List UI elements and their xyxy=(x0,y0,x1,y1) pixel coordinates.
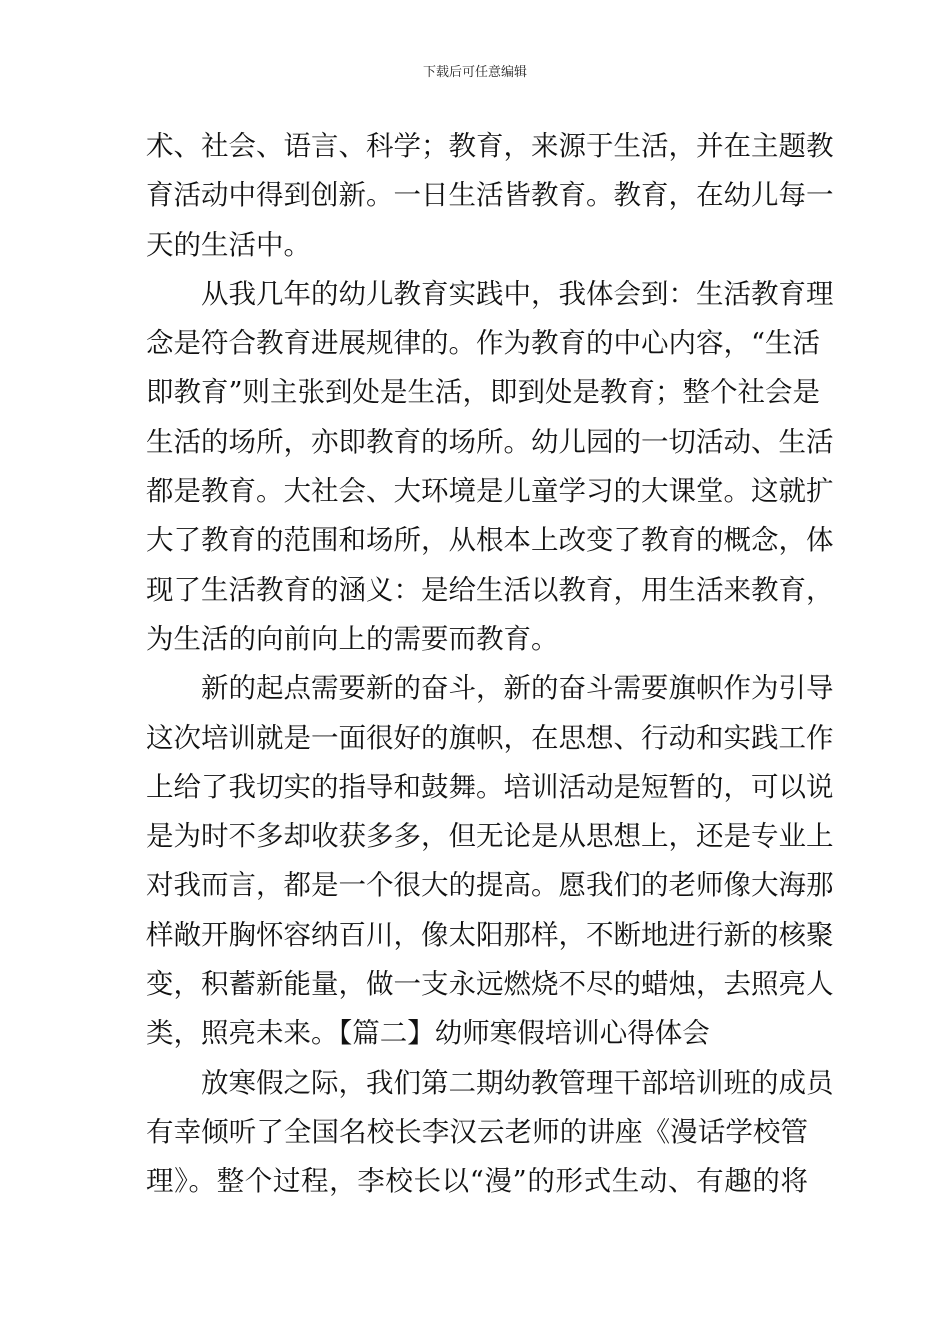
text-line: 天的生活中。 xyxy=(146,228,311,261)
text-line: 这次培训就是一面很好的旗帜，在思想、行动和实践工作 xyxy=(146,721,834,754)
page-header: 下载后可任意编辑 xyxy=(422,65,527,80)
paragraph-1 xyxy=(146,122,834,270)
text-line: 大了教育的范围和场所，从根本上改变了教育的概念，体 xyxy=(146,524,834,557)
text-line: 上给了我切实的指导和鼓舞。培训活动是短暂的，可以说 xyxy=(146,770,834,803)
text-line: 类，照亮未来。【篇二】幼师寒假培训心得体会 xyxy=(146,1017,710,1050)
text-line: 生活的场所，亦即教育的场所。幼儿园的一切活动、生活 xyxy=(146,425,834,458)
text-line: 放寒假之际，我们第二期幼教管理干部培训班的成员 xyxy=(201,1066,834,1099)
text-line: 都是教育。大社会、大环境是儿童学习的大课堂。这就扩 xyxy=(146,475,834,508)
text-line: 念是符合教育进展规律的。作为教育的中心内容，“生活 xyxy=(146,327,821,360)
document-body xyxy=(146,122,834,1207)
text-line: 新的起点需要新的奋斗，新的奋斗需要旗帜作为引导 xyxy=(201,672,834,705)
text-line: 有幸倾听了全国名校长李汉云老师的讲座《漫话学校管 xyxy=(146,1115,808,1148)
text-line: 是为时不多却收获多多，但无论是从思想上，还是专业上 xyxy=(146,820,834,853)
text-line: 对我而言，都是一个很大的提高。愿我们的老师像大海那 xyxy=(146,869,834,902)
text-line: 样敞开胸怀容纳百川，像太阳那样，不断地进行新的核聚 xyxy=(146,918,834,951)
paragraph-4 xyxy=(146,1059,834,1207)
paragraph-3 xyxy=(146,664,834,1058)
text-line: 育活动中得到创新。一日生活皆教育。教育，在幼儿每一 xyxy=(146,179,834,212)
text-line: 术、社会、语言、科学；教育，来源于生活，并在主题教 xyxy=(146,130,834,162)
paragraph-2 xyxy=(146,270,834,664)
text-line: 变，积蓄新能量，做一支永远燃烧不尽的蜡烛，去照亮人 xyxy=(146,968,834,1001)
text-line: 现了生活教育的涵义：是给生活以教育，用生活来教育， xyxy=(146,573,834,606)
text-line: 即教育”则主张到处是生活，即到处是教育；整个社会是 xyxy=(146,376,821,409)
text-line: 从我几年的幼儿教育实践中，我体会到：生活教育理 xyxy=(201,277,834,310)
text-line: 为生活的向前向上的需要而教育。 xyxy=(146,622,559,655)
text-line: 理》。整个过程，李校长以“漫”的形式生动、有趣的将 xyxy=(146,1165,808,1198)
